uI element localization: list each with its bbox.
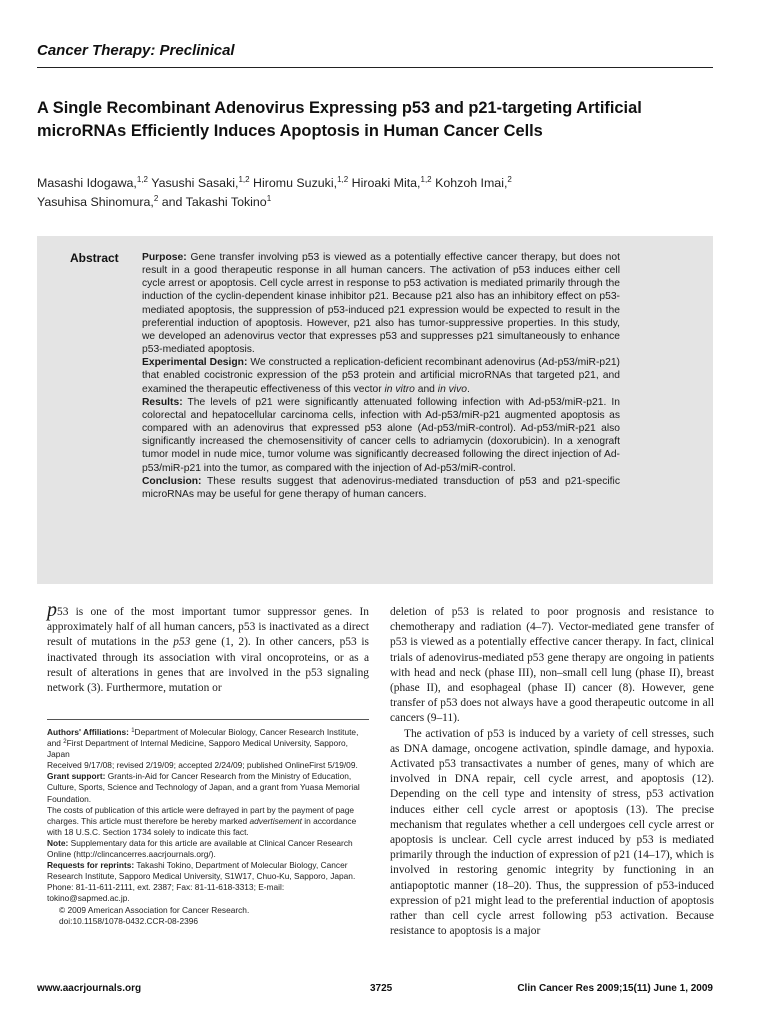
author: Yasuhisa Shinomura,$^2$ [37,194,159,209]
section-heading: Cancer Therapy: Preclinical [37,42,235,59]
abstract-label: Abstract [70,251,119,265]
footer-citation: Clin Cancer Res 2009;15(11) June 1, 2009 [517,983,713,994]
footnote-received: Received 9/17/08; revised 2/19/09; accepted 2/24/09; published OnlineFirst 5/19/09. [47,760,358,771]
body-paragraph: p53 is one of the most important tumor suppressor genes. In approximately half of all human cancers, p53 is inactivated as a direct result of mutations in the p53 gene (1, 2). In other cancers, p53 is inactivated through its association with viral oncoproteins, or as a result of alterations in genes that are involved in the p53 signaling network (3). Furthermore, mutation or [47,599,369,695]
author: and Takashi Tokino$^1$ [161,194,272,209]
footnote-grant: Grant support: Grants-in-Aid for Cancer Research from the Ministry of Education, Culture, Sports, Science and Technology of Japan, and a grant from Yuasa Memorial Foundation. [47,771,360,804]
footnote-note: Note: Supplementary data for this article are available at Clinical Cancer Research Online (http://clincancerres.aacrjournals.org/). [47,837,353,860]
author: Hiromu Suzuki,$^{1,2}$ [253,175,349,190]
body-paragraph: deletion of p53 is related to poor prognosis and resistance to chemotherapy and radiation (4–7). Vector-mediated gene transfer of p53 is viewed as a potentially effective cancer therapy. In fact, clinical trials of adenovirus-mediated p53 gene therapy are ongoing in patients with head and neck (phase III), non–small cell lung (phase II), breast (phase II), and esophageal (phase II) cancer (8). However, gene transfer of p53 does not always have a good therapeutic outcome in all cancers (9–11). [390,606,714,725]
body-paragraph: The activation of p53 is induced by a variety of cell stresses, such as DNA damage, oncogene activation, spindle damage, and hypoxia. Activated p53 transactivates a number of genes, many of which are involved in DNA repair, cell cycle arrest, and apoptosis (12). Depending on the cell type and intensity of stress, p53 activation induces either cell cycle arrest or apoptosis (13). The precise mechanism that regulates whether a cell undergoes cell cycle arrest or apoptosis is unclear. Cell cycle arrest induced by p53 is mediated primarily through the induction of expression of p21 (14–17), which is involved in restoring genomic integrity by functioning in an antiapoptotic manner (18–20). Thus, the suppression of p53-induced expression of p21 might lead to the preferential induction of apoptosis rather than cell cycle arrest following p53 activation. Because resistance to apoptosis is a major [390,727,714,938]
author-list [37,174,727,212]
abstract-text [142,251,620,501]
body-column-right [390,605,714,939]
footnotes [47,719,369,927]
footnote-affiliations: Authors' Affiliations: $^1$Department of Molecular Biology, Cancer Research Institute, and $^2$First Department of Internal Medicine, Sapporo Medical University, Sapporo, Japan [47,727,359,760]
article-title: A Single Recombinant Adenovirus Expressing p53 and p21-targeting Artificial microRNAs Efficiently Induces Apoptosis in Human Cancer Cells [37,99,642,140]
footer-page-number: 3725 [370,983,393,994]
footnote-reprints: Requests for reprints: Takashi Tokino, Department of Molecular Biology, Cancer Research Institute, Sapporo Medical University, S1W17, Chuo-Ku, Sapporo, Japan. Phone: 81-11-611-2111, ext. 2387; Fax: 81-11-618-3313; E-mail: tokino@sapmed.ac.jp. [47,860,356,904]
body-column-left [47,599,369,696]
footer-website: www.aacrjournals.org [37,983,142,994]
author: Yasushi Sasaki,$^{1,2}$ [151,175,250,190]
author: Masashi Idogawa,$^{1,2}$ [37,175,148,190]
abstract-purpose: Purpose: Gene transfer involving p53 is viewed as a potentially effective cancer therapy, but does not result in a good therapeutic response in all human cancers. The activation of p53 induces either cell cycle arrest or apoptosis. Cell cycle arrest in response to p53 activation is mediated primarily through the induction of the cyclin-dependent kinase inhibitor p21. Because p21 also has an inhibitory effect on p53-mediated apoptosis, the suppression of p53-induced p21 expression would be expected to result in the preferential induction of apoptosis. However, p21 also has tumor-suppressive properties. In this study, we developed an adenovirus vector that expresses p53 and suppresses p21 simultaneously to enhance p53-mediated apoptosis. [142,252,620,356]
abstract-conclusion: Conclusion: These results suggest that adenovirus-mediated transduction of p53 and p21-specific microRNAs may be useful for gene therapy of human cancers. [142,475,620,500]
author: Kohzoh Imai,$^2$ [435,175,512,190]
footnote-costs: The costs of publication of this article were defrayed in part by the payment of page charges. This article must therefore be hereby marked advertisement in accordance with 18 U.S.C. Section 1734 solely to indicate this fact. [47,804,357,837]
author: Hiroaki Mita,$^{1,2}$ [351,175,432,190]
abstract-results: Results: The levels of p21 were significantly attenuated following infection with Ad-p53/miR-p21. In colorectal and hepatocellular carcinoma cells, infection with Ad-p53/miR-p21 augmented apoptosis as compared with an adenovirus that expressed p53 alone (Ad-p53/miR-control). Ad-p53/miR-p21 also significantly increased the chemosensitivity of cancer cells to adriamycin (doxorubicin). In a xenograft tumor model in nude mice, tumor volume was significantly decreased following the direct injection of Ad-p53/miR-p21 into the tumor, as compared with the injection of Ad-p53/miR-control. [142,396,620,474]
abstract-design: Experimental Design: We constructed a replication-deficient recombinant adenovirus (Ad-p53/miR-p21) that enabled cocistronic expression of the p53 protein and artificial microRNAs that targeted p21, and examined the therapeutic effectiveness of this vector in vitro and in vivo. [142,357,620,395]
header-rule [37,67,713,68]
footnote-doi: doi:10.1158/1078-0432.CCR-08-2396 [59,915,199,926]
footnote-copyright: © 2009 American Association for Cancer Research. [59,904,250,915]
